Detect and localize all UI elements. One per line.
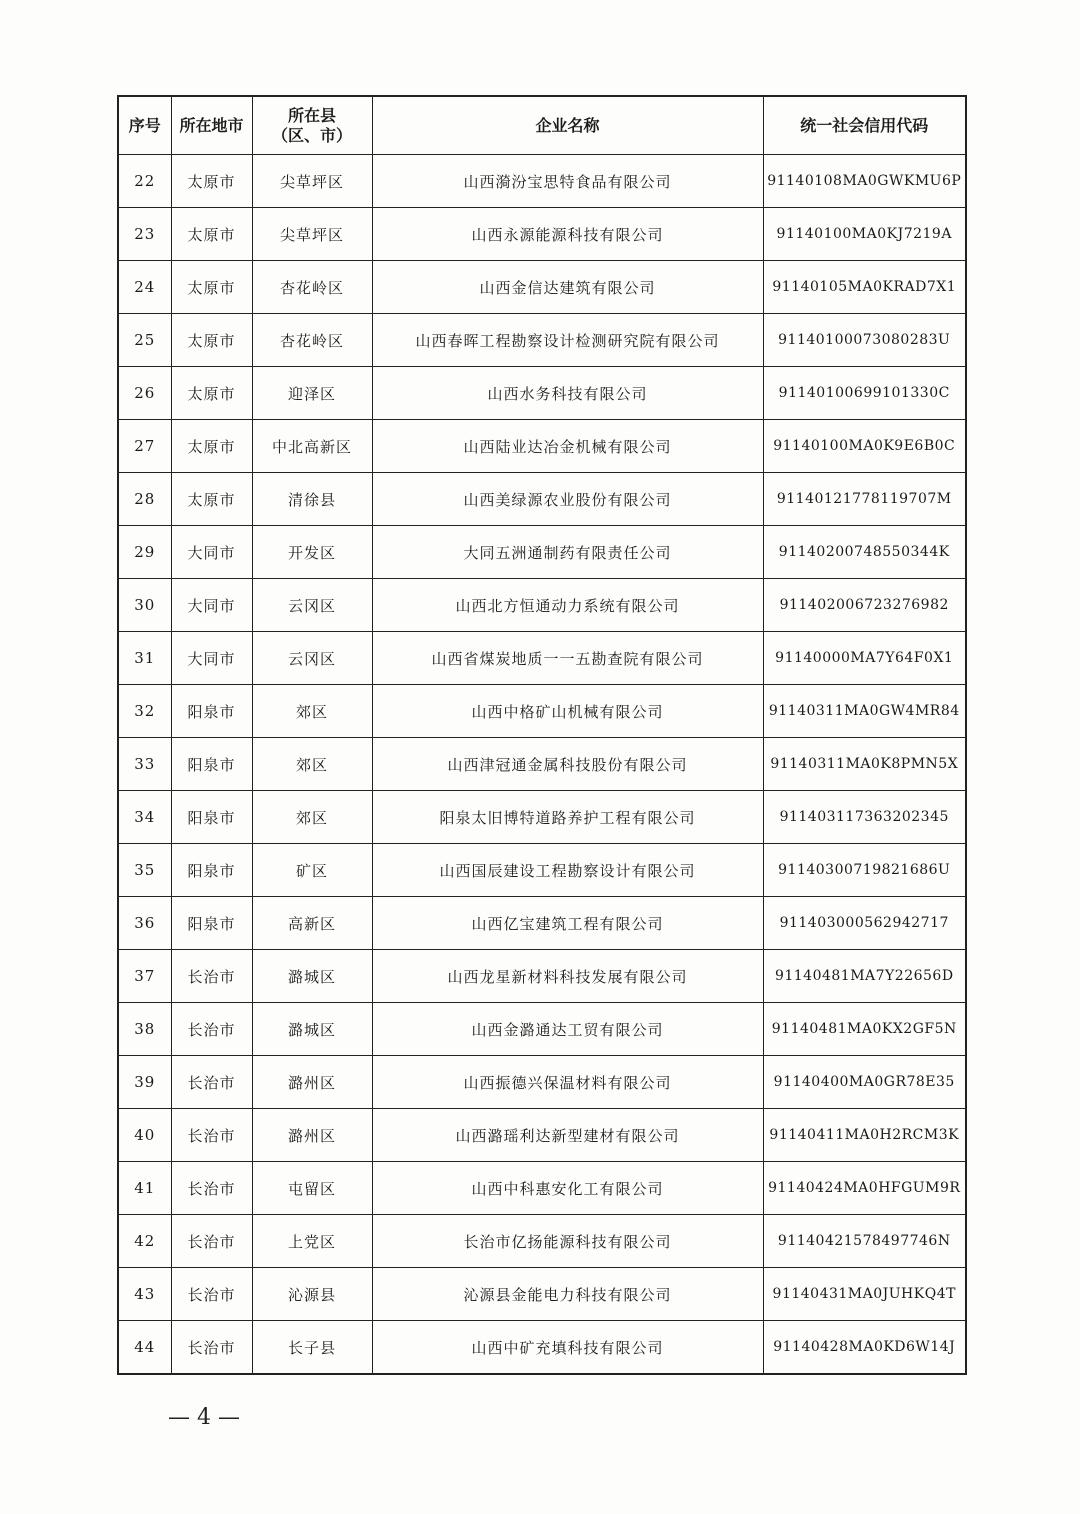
- cell-code: 91140100073080283U: [763, 314, 966, 367]
- cell-code: 91140481MA7Y22656D: [763, 950, 966, 1003]
- table-row: [118, 950, 966, 1003]
- cell-code: 911402006723276982: [763, 579, 966, 632]
- cell-seq: 28: [118, 473, 171, 526]
- cell-code: 91140300719821686U: [763, 844, 966, 897]
- table-row: [118, 420, 966, 473]
- table-body: [118, 155, 966, 1375]
- page-number: — 4 —: [168, 1405, 240, 1430]
- table-row: [118, 155, 966, 208]
- cell-company: 山西国辰建设工程勘察设计有限公司: [372, 844, 763, 897]
- cell-seq: 23: [118, 208, 171, 261]
- cell-company: 山西振德兴保温材料有限公司: [372, 1056, 763, 1109]
- cell-code: 91140105MA0KRAD7X1: [763, 261, 966, 314]
- cell-seq: 27: [118, 420, 171, 473]
- cell-county: 潞州区: [252, 1056, 372, 1109]
- cell-county: 尖草坪区: [252, 208, 372, 261]
- cell-seq: 26: [118, 367, 171, 420]
- cell-county: 云冈区: [252, 579, 372, 632]
- header-county: [252, 96, 372, 155]
- cell-company: 山西陆业达冶金机械有限公司: [372, 420, 763, 473]
- cell-company: 山西中格矿山机械有限公司: [372, 685, 763, 738]
- cell-code: 91140200748550344K: [763, 526, 966, 579]
- cell-county: 沁源县: [252, 1268, 372, 1321]
- cell-seq: 41: [118, 1162, 171, 1215]
- table-row: [118, 897, 966, 950]
- table-header-row: [118, 96, 966, 155]
- cell-code: 91140411MA0H2RCM3K: [763, 1109, 966, 1162]
- cell-code: 911403000562942717: [763, 897, 966, 950]
- cell-seq: 39: [118, 1056, 171, 1109]
- cell-county: 清徐县: [252, 473, 372, 526]
- cell-company: 山西美绿源农业股份有限公司: [372, 473, 763, 526]
- cell-city: 长治市: [171, 1215, 252, 1268]
- cell-code: 91140400MA0GR78E35: [763, 1056, 966, 1109]
- header-county-line2: （区、市）: [271, 125, 352, 145]
- cell-company: 山西金信达建筑有限公司: [372, 261, 763, 314]
- table-row: [118, 738, 966, 791]
- table-row: [118, 261, 966, 314]
- cell-code: 91140421578497746N: [763, 1215, 966, 1268]
- cell-seq: 36: [118, 897, 171, 950]
- cell-county: 迎泽区: [252, 367, 372, 420]
- cell-code: 91140481MA0KX2GF5N: [763, 1003, 966, 1056]
- table-row: [118, 367, 966, 420]
- table-row: [118, 1162, 966, 1215]
- header-company: 企业名称: [372, 96, 763, 155]
- cell-city: 长治市: [171, 1003, 252, 1056]
- cell-seq: 43: [118, 1268, 171, 1321]
- table-row: [118, 685, 966, 738]
- table-row: [118, 844, 966, 897]
- cell-company: 山西潞瑶利达新型建材有限公司: [372, 1109, 763, 1162]
- table-row: [118, 208, 966, 261]
- cell-seq: 32: [118, 685, 171, 738]
- cell-county: 屯留区: [252, 1162, 372, 1215]
- cell-code: 91140100MA0K9E6B0C: [763, 420, 966, 473]
- cell-seq: 35: [118, 844, 171, 897]
- cell-code: 91140428MA0KD6W14J: [763, 1321, 966, 1375]
- cell-city: 太原市: [171, 208, 252, 261]
- enterprise-table: [117, 95, 967, 1375]
- cell-code: 91140100MA0KJ7219A: [763, 208, 966, 261]
- cell-county: 开发区: [252, 526, 372, 579]
- cell-seq: 40: [118, 1109, 171, 1162]
- cell-company: 沁源县金能电力科技有限公司: [372, 1268, 763, 1321]
- cell-city: 长治市: [171, 1268, 252, 1321]
- cell-county: 潞城区: [252, 1003, 372, 1056]
- cell-code: 91140311MA0K8PMN5X: [763, 738, 966, 791]
- cell-company: 山西水务科技有限公司: [372, 367, 763, 420]
- cell-seq: 25: [118, 314, 171, 367]
- cell-city: 太原市: [171, 155, 252, 208]
- cell-county: 高新区: [252, 897, 372, 950]
- cell-city: 长治市: [171, 1321, 252, 1375]
- cell-code: 91140424MA0HFGUM9R: [763, 1162, 966, 1215]
- cell-company: 山西永源能源科技有限公司: [372, 208, 763, 261]
- cell-seq: 29: [118, 526, 171, 579]
- cell-city: 大同市: [171, 526, 252, 579]
- cell-company: 山西中科惠安化工有限公司: [372, 1162, 763, 1215]
- cell-county: 长子县: [252, 1321, 372, 1375]
- cell-county: 杏花岭区: [252, 314, 372, 367]
- cell-city: 阳泉市: [171, 844, 252, 897]
- cell-seq: 22: [118, 155, 171, 208]
- cell-city: 阳泉市: [171, 685, 252, 738]
- cell-city: 太原市: [171, 261, 252, 314]
- cell-company: 山西北方恒通动力系统有限公司: [372, 579, 763, 632]
- cell-seq: 24: [118, 261, 171, 314]
- cell-county: 上党区: [252, 1215, 372, 1268]
- cell-city: 大同市: [171, 632, 252, 685]
- table-row: [118, 473, 966, 526]
- cell-city: 长治市: [171, 950, 252, 1003]
- cell-county: 郊区: [252, 685, 372, 738]
- cell-county: 郊区: [252, 791, 372, 844]
- cell-company: 山西省煤炭地质一一五勘查院有限公司: [372, 632, 763, 685]
- header-seq: 序号: [118, 96, 171, 155]
- table-row: [118, 579, 966, 632]
- table-row: [118, 314, 966, 367]
- table-row: [118, 1003, 966, 1056]
- header-city: 所在地市: [171, 96, 252, 155]
- table-row: [118, 791, 966, 844]
- cell-city: 长治市: [171, 1109, 252, 1162]
- cell-code: 91140311MA0GW4MR84: [763, 685, 966, 738]
- cell-city: 太原市: [171, 420, 252, 473]
- table-row: [118, 526, 966, 579]
- cell-county: 郊区: [252, 738, 372, 791]
- cell-company: 山西金潞通达工贸有限公司: [372, 1003, 763, 1056]
- cell-code: 91140108MA0GWKMU6P: [763, 155, 966, 208]
- cell-city: 阳泉市: [171, 738, 252, 791]
- cell-city: 大同市: [171, 579, 252, 632]
- cell-code: 911403117363202345: [763, 791, 966, 844]
- cell-city: 太原市: [171, 367, 252, 420]
- header-code: 统一社会信用代码: [763, 96, 966, 155]
- cell-seq: 31: [118, 632, 171, 685]
- table-row: [118, 1268, 966, 1321]
- cell-company: 长治市亿扬能源科技有限公司: [372, 1215, 763, 1268]
- cell-company: 山西津冠通金属科技股份有限公司: [372, 738, 763, 791]
- cell-company: 山西春晖工程勘察设计检测研究院有限公司: [372, 314, 763, 367]
- cell-city: 长治市: [171, 1056, 252, 1109]
- cell-company: 山西漪汾宝思特食品有限公司: [372, 155, 763, 208]
- cell-county: 云冈区: [252, 632, 372, 685]
- table-row: [118, 1215, 966, 1268]
- cell-company: 阳泉太旧博特道路养护工程有限公司: [372, 791, 763, 844]
- cell-county: 尖草坪区: [252, 155, 372, 208]
- cell-city: 阳泉市: [171, 897, 252, 950]
- cell-company: 大同五洲通制药有限责任公司: [372, 526, 763, 579]
- table-row: [118, 1109, 966, 1162]
- cell-city: 太原市: [171, 314, 252, 367]
- cell-county: 潞城区: [252, 950, 372, 1003]
- cell-county: 杏花岭区: [252, 261, 372, 314]
- table-row: [118, 632, 966, 685]
- cell-code: 91140121778119707M: [763, 473, 966, 526]
- cell-seq: 42: [118, 1215, 171, 1268]
- cell-seq: 44: [118, 1321, 171, 1375]
- cell-seq: 33: [118, 738, 171, 791]
- cell-city: 长治市: [171, 1162, 252, 1215]
- cell-company: 山西龙星新材料科技发展有限公司: [372, 950, 763, 1003]
- cell-code: 91140431MA0JUHKQ4T: [763, 1268, 966, 1321]
- cell-seq: 37: [118, 950, 171, 1003]
- cell-county: 矿区: [252, 844, 372, 897]
- cell-city: 太原市: [171, 473, 252, 526]
- cell-city: 阳泉市: [171, 791, 252, 844]
- cell-seq: 30: [118, 579, 171, 632]
- table-row: [118, 1321, 966, 1375]
- cell-code: 91140100699101330C: [763, 367, 966, 420]
- cell-county: 潞州区: [252, 1109, 372, 1162]
- cell-code: 91140000MA7Y64F0X1: [763, 632, 966, 685]
- cell-county: 中北高新区: [252, 420, 372, 473]
- cell-seq: 34: [118, 791, 171, 844]
- cell-seq: 38: [118, 1003, 171, 1056]
- cell-company: 山西亿宝建筑工程有限公司: [372, 897, 763, 950]
- cell-company: 山西中矿充填科技有限公司: [372, 1321, 763, 1375]
- table-row: [118, 1056, 966, 1109]
- header-county-line1: 所在县: [287, 105, 336, 125]
